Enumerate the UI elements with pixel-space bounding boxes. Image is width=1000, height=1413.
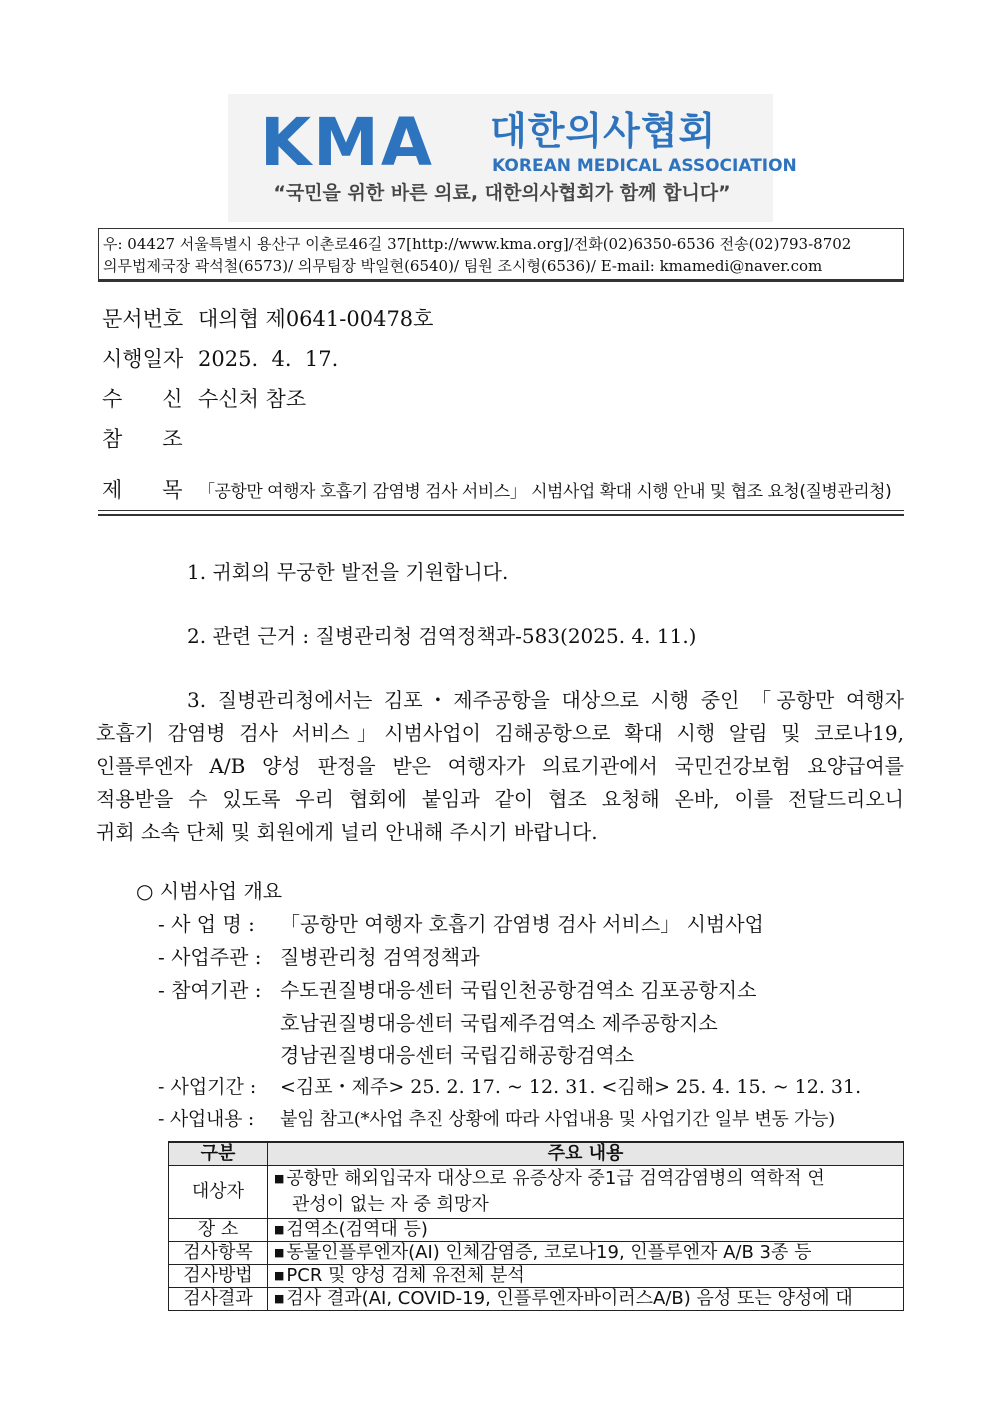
overview-item-label: - 참여기관 : bbox=[158, 978, 262, 1002]
overview-item bbox=[158, 1104, 835, 1135]
table-row bbox=[169, 1288, 904, 1311]
table-header-row bbox=[169, 1142, 904, 1166]
overview-item-label: - 사업내용 : bbox=[158, 1108, 254, 1130]
overview-item-value: 호남권질병대응센터 국립제주검역소 제주공항지소 bbox=[280, 1011, 718, 1035]
kma-logo: KMA bbox=[260, 104, 434, 181]
table-header-category: 구분 bbox=[169, 1142, 268, 1166]
overview-item-label: - 사업기간 : bbox=[158, 1076, 257, 1098]
overview-item-label: - 사 업 명 : bbox=[158, 912, 255, 936]
table-cell-category: 검사항목 bbox=[169, 1242, 268, 1265]
overview-item bbox=[158, 1040, 634, 1070]
summary-table bbox=[168, 1141, 904, 1311]
table-cell-text: PCR 및 양성 검체 유전체 분석 bbox=[286, 1265, 525, 1286]
table-cell-content bbox=[268, 1242, 904, 1265]
divider bbox=[98, 510, 904, 511]
table-row bbox=[169, 1265, 904, 1288]
doc-number-row bbox=[102, 305, 433, 333]
contact-address-line: 우: 04427 서울특별시 용산구 이촌로46길 37[http://www.kma.org]/전화(02)6350-6536 전송(02)793-8702 bbox=[103, 235, 852, 253]
recipient-value: 수신처 참조 bbox=[198, 387, 307, 411]
table-cell-category: 검사결과 bbox=[169, 1288, 268, 1311]
table-row bbox=[169, 1242, 904, 1265]
date-value: 2025. 4. 17. bbox=[198, 347, 339, 371]
overview-item bbox=[158, 909, 764, 939]
subject-row bbox=[102, 476, 891, 506]
square-bullet-icon: ■ bbox=[274, 1172, 285, 1185]
overview-item-label: - 사업주관 : bbox=[158, 945, 262, 969]
org-name-korean: 대한의사협회 bbox=[490, 109, 717, 153]
overview-item-value: 「공항만 여행자 호흡기 감염병 검사 서비스」 시범사업 bbox=[280, 912, 764, 936]
subject-value: 「공항만 여행자 호흡기 감염병 검사 서비스」 시범사업 확대 시행 안내 및 협조 요청(질병관리청) bbox=[198, 482, 892, 502]
table-row bbox=[169, 1166, 904, 1219]
reference-label: 참조 bbox=[102, 427, 223, 451]
overview-item bbox=[158, 975, 756, 1005]
square-bullet-icon: ■ bbox=[274, 1269, 285, 1282]
table-cell-text: 공항만 해외입국자 대상으로 유증상자 중1급 검역감염병의 역학적 연 bbox=[286, 1168, 825, 1189]
overview-item-value: 붙임 참고(*사업 추진 상황에 따라 사업내용 및 사업기간 일부 변동 가능) bbox=[280, 1109, 835, 1130]
contact-staff-line: 의무법제국장 곽석철(6573)/ 의무팀장 박일현(6540)/ 팀원 조시형(6536)/ E-mail: kmamedi@naver.com bbox=[103, 257, 823, 275]
paragraph-3-line: 귀회 소속 단체 및 회원에게 널리 안내해 주시기 바랍니다. bbox=[96, 820, 598, 844]
table-cell-text: 검역소(검역대 등) bbox=[286, 1219, 428, 1240]
table-cell-text: 관성이 없는 자 중 희망자 bbox=[292, 1194, 489, 1215]
table-cell-text: 동물인플루엔자(AI) 인체감염증, 코로나19, 인플루엔자 A/B 3종 등 bbox=[286, 1242, 812, 1263]
doc-number: 대의협 제0641-00478호 bbox=[198, 307, 434, 331]
overview-item bbox=[158, 1072, 861, 1102]
overview-heading: ○ 시범사업 개요 bbox=[136, 879, 283, 903]
overview-item bbox=[158, 942, 480, 972]
overview-item-value: 경남권질병대응센터 국립김해공항검역소 bbox=[280, 1043, 635, 1067]
date-row bbox=[102, 345, 338, 373]
table-header-content: 주요 내용 bbox=[268, 1142, 904, 1166]
recipient-label: 수신 bbox=[102, 387, 223, 411]
square-bullet-icon: ■ bbox=[274, 1223, 285, 1236]
overview-item-value: <김포・제주> 25. 2. 17. ~ 12. 31. <김해> 25. 4. 15. ~ 12. 31. bbox=[280, 1076, 862, 1098]
square-bullet-icon: ■ bbox=[274, 1246, 285, 1259]
paragraph-3-line: 인플루엔자 A/B 양성 판정을 받은 여행자가 의료기관에서 국민건강보험 요양급여를 bbox=[96, 754, 904, 778]
recipient-row bbox=[102, 385, 306, 413]
paragraph-2: 2. 관련 근거 : 질병관리청 검역정책과-583(2025. 4. 11.) bbox=[187, 624, 697, 648]
table-cell-content bbox=[268, 1166, 904, 1219]
overview-item-value: 수도권질병대응센터 국립인천공항검역소 김포공항지소 bbox=[280, 978, 757, 1002]
date-label: 시행일자 bbox=[102, 347, 184, 371]
table-cell-category: 검사방법 bbox=[169, 1265, 268, 1288]
doc-number-label: 문서번호 bbox=[102, 307, 184, 331]
contact-box bbox=[98, 228, 904, 282]
paragraph-3-line: 3. 질병관리청에서는 김포・제주공항을 대상으로 시행 중인 「공항만 여행자 bbox=[187, 688, 904, 712]
table-cell-text: 검사 결과(AI, COVID-19, 인플루엔자바이러스A/B) 음성 또는 양성에 대 bbox=[286, 1288, 853, 1309]
subject-label: 제목 bbox=[102, 478, 223, 502]
table-cell-category: 대상자 bbox=[169, 1166, 268, 1219]
paragraph-3-line: 호흡기 감염병 검사 서비스」시범사업이 김해공항으로 확대 시행 알림 및 코로나19, bbox=[96, 721, 904, 745]
reference-row bbox=[102, 425, 223, 453]
table-cell-content bbox=[268, 1288, 904, 1311]
square-bullet-icon: ■ bbox=[274, 1292, 285, 1305]
paragraph-1: 1. 귀회의 무궁한 발전을 기원합니다. bbox=[187, 560, 509, 584]
table-cell-content bbox=[268, 1219, 904, 1242]
divider bbox=[98, 514, 904, 516]
overview-item bbox=[158, 1008, 718, 1038]
table-row bbox=[169, 1219, 904, 1242]
org-name-english: KOREAN MEDICAL ASSOCIATION bbox=[492, 156, 797, 176]
overview-item-value: 질병관리청 검역정책과 bbox=[280, 945, 480, 969]
paragraph-3-line: 적용받을 수 있도록 우리 협회에 붙임과 같이 협조 요청해 온바, 이를 전달드리오니 bbox=[96, 787, 904, 811]
table-cell-category: 장 소 bbox=[169, 1219, 268, 1242]
slogan: “국민을 위한 바른 의료, 대한의사협회가 함께 합니다” bbox=[273, 182, 731, 204]
table-cell-content bbox=[268, 1265, 904, 1288]
